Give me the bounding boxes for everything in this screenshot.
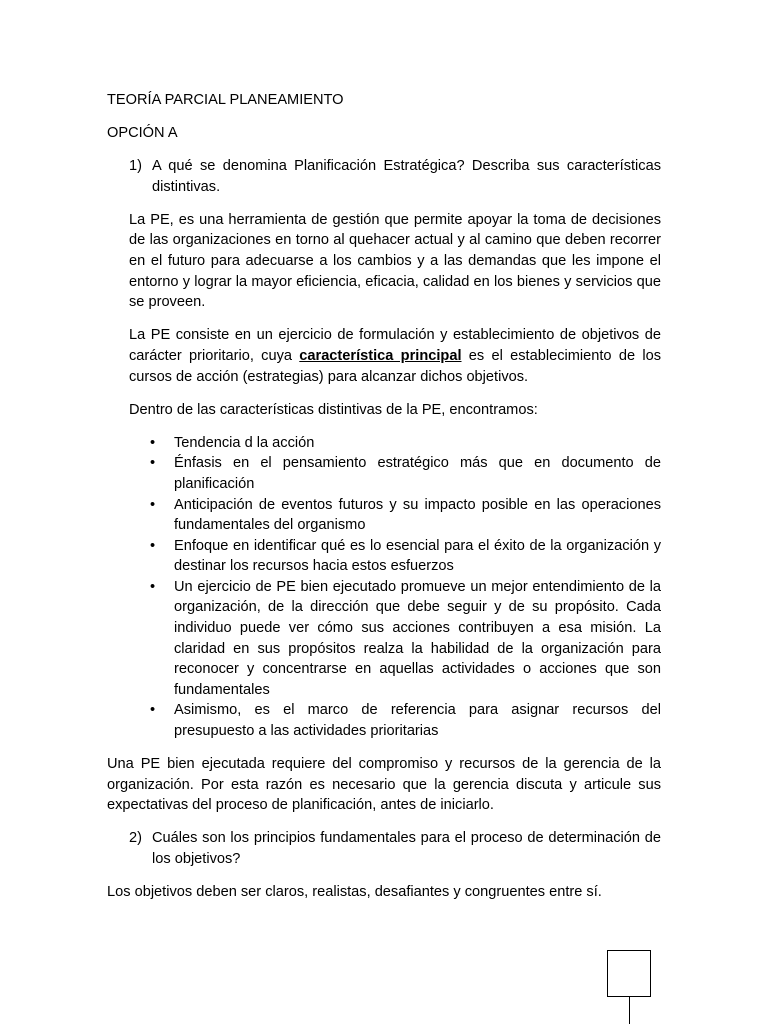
list-item-text: Enfoque en identificar qué es lo esencial para el éxito de la organización y destinar los recursos hacia estos esfuerzos [174, 537, 661, 575]
emphasis-caracteristica-principal: característica principal [299, 347, 462, 364]
list-item [150, 700, 661, 741]
answer-paragraph-2 [107, 325, 661, 387]
bullet-icon: • [150, 702, 156, 719]
option-heading: OPCIÓN A [107, 125, 178, 142]
bullet-icon: • [150, 496, 156, 513]
document-body [107, 90, 661, 903]
list-item-text: Énfasis en el pensamiento estratégico más que en documento de planificación [174, 455, 661, 492]
closing-paragraph: Una PE bien ejecutada requiere del compromiso y recursos de la gerencia de la organización. Por esta razón es necesario que la gerencia discuta y articule sus expectativas del proceso de planificación, antes de iniciarlo. [107, 756, 661, 814]
answer-question-2: Los objetivos deben ser claros, realistas, desafiantes y congruentes entre sí. [107, 884, 602, 901]
list-item [150, 433, 661, 454]
page-corner-box [607, 950, 651, 997]
characteristics-list [107, 433, 661, 742]
list-item-text: Un ejercicio de PE bien ejecutado promueve un mejor entendimiento de la organización, de la dirección que debe seguir y de su propósito. Cada individuo puede ver cómo sus acciones contribuyen a esa misión. La claridad en sus propósitos realza la habilidad de la organización para reconocer y concentrarse en aquellas actividades o acciones que son fundamentales [174, 578, 661, 698]
list-item [150, 536, 661, 577]
bullet-icon: • [150, 455, 156, 472]
answer-paragraph-1: La PE, es una herramienta de gestión que permite apoyar la toma de decisiones de las organizaciones en torno al quehacer actual y al camino que deben recorrer en el futuro para adecuarse a los cambios y a las demandas que les impone el entorno y lograr la mayor eficiencia, eficacia, calidad en los bienes y servicios que se proveen. [129, 211, 661, 311]
question-1 [107, 156, 661, 197]
list-item [150, 577, 661, 701]
document-title: TEORÍA PARCIAL PLANEAMIENTO [107, 92, 344, 108]
question-1-number: 1) [129, 158, 142, 175]
question-2 [107, 828, 661, 869]
question-1-text: A qué se denomina Planificación Estratégica? Describa sus características distintivas. [152, 158, 661, 195]
answer-paragraph-2-end: es el establecimiento de los cursos de acción (estrategias) para alcanzar dichos objetivos. [129, 347, 661, 385]
list-item-text: Anticipación de eventos futuros y su impacto posible en las operaciones fundamentales del organismo [174, 496, 661, 534]
answer-paragraph-2-start: La PE consiste en un ejercicio de formulación y establecimiento de objetivos de carácter prioritario, cuya [129, 327, 661, 364]
list-item [150, 495, 661, 536]
bullet-icon: • [150, 537, 156, 554]
question-2-text: Cuáles son los principios fundamentales para el proceso de determinación de los objetivos? [152, 830, 661, 867]
list-item [150, 453, 661, 494]
list-item-text: Tendencia d la acción [174, 434, 315, 451]
question-2-number: 2) [129, 830, 142, 847]
bullet-icon: • [150, 434, 156, 451]
list-item-text: Asimismo, es el marco de referencia para asignar recursos del presupuesto a las actividades prioritarias [174, 702, 661, 740]
page-corner-line [629, 996, 630, 1024]
answer-paragraph-3: Dentro de las características distintivas de la PE, encontramos: [129, 401, 538, 418]
bullet-icon: • [150, 578, 156, 595]
